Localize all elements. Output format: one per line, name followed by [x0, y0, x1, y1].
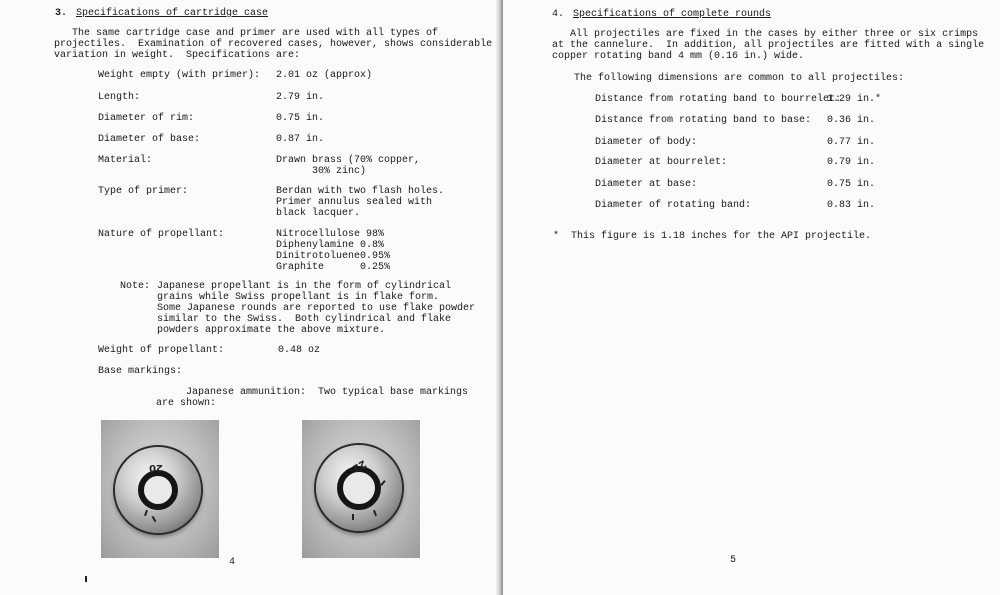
page-speck: [85, 576, 87, 582]
intro-line: copper rotating band 4 mm (0.16 in.) wide.: [552, 51, 805, 62]
spec-value: Diphenylamine 0.8%: [276, 240, 385, 251]
dim-value: 0.77 in.: [827, 137, 876, 148]
spec-label: Material:: [98, 155, 153, 166]
headstamp: 20: [149, 462, 163, 473]
spec-value: 0.87 in.: [276, 134, 325, 145]
spec-value: Nitrocellulose 98%: [276, 229, 385, 240]
section-4-number: 4.: [552, 9, 565, 20]
spec-value: black lacquer.: [276, 208, 361, 219]
japanese-line: Japanese ammunition: Two typical base markings: [156, 387, 469, 398]
intro-line: projectiles. Examination of recovered cases, however, shows considerable: [54, 39, 493, 50]
spec-value: Primer annulus sealed with: [276, 197, 433, 208]
spec-label: Diameter of rim:: [98, 113, 195, 124]
dim-label: Diameter of body:: [595, 137, 698, 148]
spec-value: 2.01 oz (approx): [276, 70, 373, 81]
spec-value: Dinitrotoluene0.95%: [276, 251, 391, 262]
headstamp-mark: [352, 514, 354, 520]
section-3-number: 3.: [55, 8, 68, 19]
right-page: [503, 0, 1000, 595]
note-line: similar to the Swiss. Both cylindrical and flake: [157, 314, 452, 325]
dim-value: 0.75 in.: [827, 179, 876, 190]
spec-label: Weight empty (with primer):: [98, 70, 261, 81]
intro-line: The same cartridge case and primer are used with all types of: [54, 28, 439, 39]
note-line: Japanese propellant is in the form of cylindrical: [157, 281, 452, 292]
spec-label: Length:: [98, 92, 141, 103]
spec-value: 2.79 in.: [276, 92, 325, 103]
base-marking-photo-2: [302, 420, 420, 558]
spec-value: 30% zinc): [276, 166, 367, 177]
dim-label: Distance from rotating band to base:: [595, 115, 812, 126]
dim-value: 0.79 in.: [827, 157, 876, 168]
spec-value: 0.75 in.: [276, 113, 325, 124]
note-line: grains while Swiss propellant is in flake form.: [157, 292, 440, 303]
dim-label: Distance from rotating band to bourrelet:: [595, 94, 842, 105]
spec-value: Berdan with two flash holes.: [276, 186, 445, 197]
dim-label: Diameter at base:: [595, 179, 698, 190]
page-number: 5: [730, 555, 737, 566]
note-line: powders approximate the above mixture.: [157, 325, 386, 336]
spec-value: Graphite 0.25%: [276, 262, 391, 273]
base-markings-label: Base markings:: [98, 366, 183, 377]
intro-line: All projectiles are fixed in the cases by either three or six crimps: [552, 29, 979, 40]
dim-value: 0.83 in.: [827, 200, 876, 211]
spec-label: Diameter of base:: [98, 134, 201, 145]
intro-line: variation in weight. Specifications are:: [54, 50, 301, 61]
weight-value: 0.48 oz: [278, 345, 321, 356]
note-label: Note:: [120, 281, 151, 292]
dims-intro: The following dimensions are common to all projectiles:: [574, 73, 905, 84]
base-marking-photo-1: [101, 420, 219, 558]
section-3-title: Specifications of cartridge case: [76, 8, 269, 19]
note-line: Some Japanese rounds are reported to use flake powder: [157, 303, 476, 314]
primer-ring: [337, 466, 381, 510]
dim-value: 0.36 in.: [827, 115, 876, 126]
spec-label: Nature of propellant:: [98, 229, 225, 240]
japanese-line: are shown:: [156, 398, 217, 409]
headstamp: 22: [350, 457, 368, 474]
spec-value: Drawn brass (70% copper,: [276, 155, 421, 166]
primer-ring: [138, 470, 178, 510]
page-number: 4: [229, 557, 236, 568]
dim-label: Diameter at bourrelet:: [595, 157, 728, 168]
dim-value: 1.29 in.*: [827, 94, 882, 105]
dim-label: Diameter of rotating band:: [595, 200, 752, 211]
footnote: * This figure is 1.18 inches for the API projectile.: [553, 231, 872, 242]
spec-label: Type of primer:: [98, 186, 189, 197]
intro-line: at the cannelure. In addition, all projectiles are fitted with a single: [552, 40, 985, 51]
weight-label: Weight of propellant:: [98, 345, 225, 356]
section-4-title: Specifications of complete rounds: [573, 9, 772, 20]
